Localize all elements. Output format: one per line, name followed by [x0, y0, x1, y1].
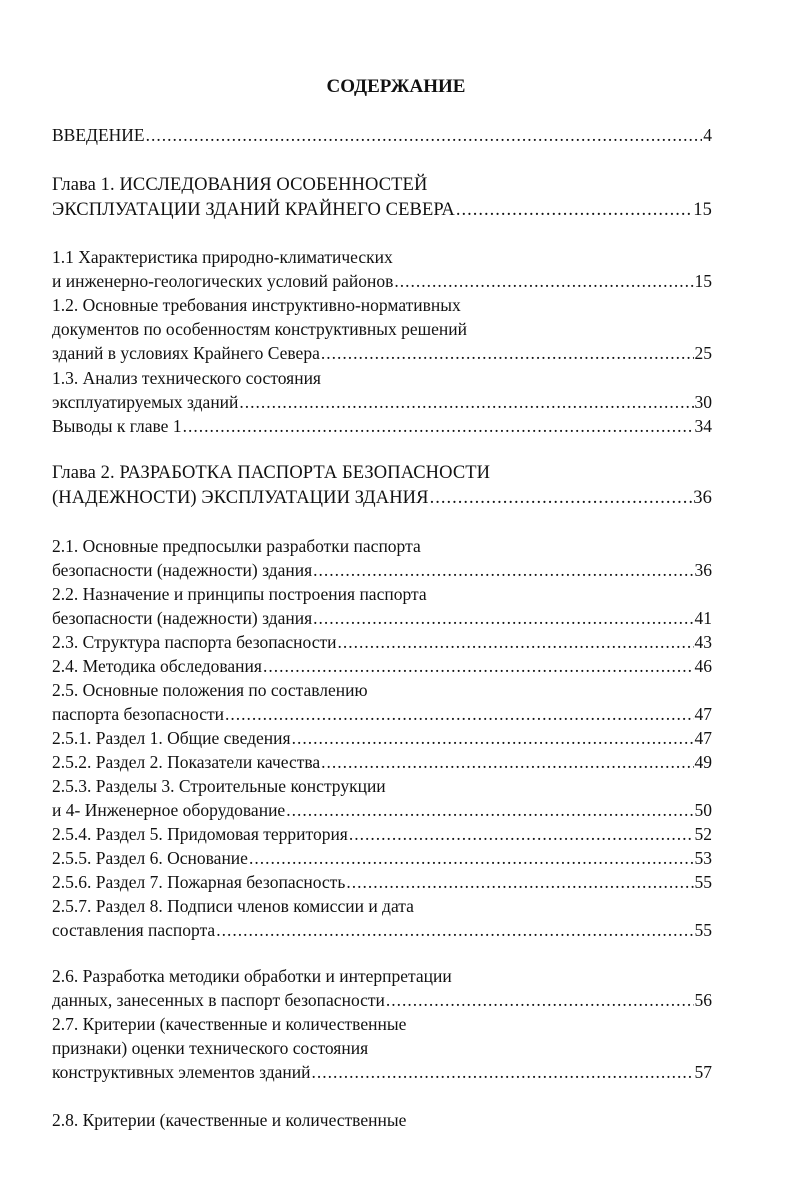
toc-leader-dots [183, 415, 694, 437]
toc-leader-dots [386, 989, 694, 1011]
toc-page-number: 55 [694, 920, 712, 940]
toc-page-number: 49 [694, 752, 712, 772]
toc-entry-2-8-line-1: 2.8. Критерии (качественные и количественные [52, 1110, 407, 1130]
toc-page-number: 47 [694, 704, 712, 724]
toc-entry-text: конструктивных элементов зданий [52, 1062, 311, 1082]
toc-entry-text: 2.5.1. Раздел 1. Общие сведения [52, 728, 291, 748]
toc-entry-conclusions-1 [52, 415, 712, 437]
toc-entry-text: эксплуатируемых зданий [52, 392, 239, 412]
toc-leader-dots [338, 631, 694, 653]
toc-leader-dots [225, 703, 694, 725]
toc-leader-dots [321, 751, 693, 773]
toc-entry-1-2-line-3 [52, 342, 712, 364]
toc-entry-1-2-line-2: документов по особенностям конструктивных решений [52, 319, 467, 339]
toc-leader-dots [249, 847, 694, 869]
toc-entry-2-5-7-line-2 [52, 919, 712, 941]
toc-entry-1-1-line-2 [52, 270, 712, 292]
toc-page-number: 47 [694, 728, 712, 748]
toc-entry-text: ЭКСПЛУАТАЦИИ ЗДАНИЙ КРАЙНЕГО СЕВЕРА [52, 200, 455, 220]
toc-page-number: 46 [694, 656, 712, 676]
toc-chapter-1-line-1: Глава 1. ИССЛЕДОВАНИЯ ОСОБЕННОСТЕЙ [52, 175, 428, 195]
toc-entry-text: (НАДЕЖНОСТИ) ЭКСПЛУАТАЦИИ ЗДАНИЯ [52, 488, 429, 508]
toc-entry-2-7-line-3 [52, 1061, 712, 1083]
toc-page-number: 36 [693, 488, 712, 508]
toc-entry-text: безопасности (надежности) здания [52, 560, 313, 580]
toc-page-number: 55 [694, 872, 712, 892]
toc-leader-dots [394, 270, 693, 292]
toc-page-number: 25 [694, 343, 712, 363]
toc-entry-2-7-line-2: признаки) оценки технического состояния [52, 1038, 369, 1058]
toc-entry-text: 2.5.4. Раздел 5. Придомовая территория [52, 824, 348, 844]
toc-leader-dots [263, 655, 694, 677]
toc-page-number: 41 [694, 608, 712, 628]
toc-entry-1-3-line-1: 1.3. Анализ технического состояния [52, 368, 321, 388]
toc-leader-dots [216, 919, 693, 941]
toc-entry-text: 2.5.5. Раздел 6. Основание [52, 848, 248, 868]
page-title: СОДЕРЖАНИЕ [326, 76, 466, 97]
toc-leader-dots [346, 871, 693, 893]
toc-entry-text: 2.5.6. Раздел 7. Пожарная безопасность [52, 872, 346, 892]
toc-entry-2-6-line-2 [52, 989, 712, 1011]
toc-entry-2-4 [52, 655, 712, 677]
toc-leader-dots [313, 607, 693, 629]
toc-entry-2-5-1 [52, 727, 712, 749]
toc-entry-2-5-line-1: 2.5. Основные положения по составлению [52, 680, 368, 700]
toc-entry-text: паспорта безопасности [52, 704, 224, 724]
toc-entry-text: ВВЕДЕНИЕ [52, 125, 145, 145]
toc-entry-2-5-6 [52, 871, 712, 893]
toc-entry-text: 2.3. Структура паспорта безопасности [52, 632, 337, 652]
toc-entry-2-5-4 [52, 823, 712, 845]
toc-entry-2-2-line-2 [52, 607, 712, 629]
toc-entry-text: и 4- Инженерное оборудование [52, 800, 286, 820]
toc-entry-introduction [52, 124, 712, 146]
toc-page-number: 15 [693, 200, 712, 220]
toc-page-number: 56 [694, 990, 712, 1010]
toc-leader-dots [321, 342, 694, 364]
toc-page-number: 43 [694, 632, 712, 652]
toc-page-number: 34 [694, 416, 712, 436]
toc-page-number: 53 [694, 848, 712, 868]
toc-entry-text: и инженерно-геологических условий районов [52, 271, 394, 291]
toc-entry-2-5-line-2 [52, 703, 712, 725]
toc-entry-text: 2.4. Методика обследования [52, 656, 262, 676]
toc-entry-2-1-line-1: 2.1. Основные предпосылки разработки паспорта [52, 536, 421, 556]
toc-leader-dots [313, 559, 693, 581]
toc-entry-1-3-line-2 [52, 391, 712, 413]
toc-entry-2-5-7-line-1: 2.5.7. Раздел 8. Подписи членов комиссии и дата [52, 896, 414, 916]
toc-page-number: 57 [694, 1062, 712, 1082]
toc-entry-text: зданий в условиях Крайнего Севера [52, 343, 320, 363]
toc-entry-text: Выводы к главе 1 [52, 416, 182, 436]
toc-entry-2-5-2 [52, 751, 712, 773]
toc-entry-text: составления паспорта [52, 920, 216, 940]
toc-entry-text: 2.5.2. Раздел 2. Показатели качества [52, 752, 321, 772]
toc-entry-2-5-3-line-2 [52, 799, 712, 821]
toc-page-number: 50 [694, 800, 712, 820]
toc-leader-dots [456, 199, 692, 221]
toc-leader-dots [286, 799, 693, 821]
toc-page-number: 30 [694, 392, 712, 412]
toc-page-number: 4 [703, 125, 712, 145]
toc-entry-2-3 [52, 631, 712, 653]
toc-leader-dots [239, 391, 693, 413]
toc-entry-1-1-line-1: 1.1 Характеристика природно-климатических [52, 247, 393, 267]
toc-leader-dots [292, 727, 694, 749]
toc-entry-2-1-line-2 [52, 559, 712, 581]
toc-leader-dots [146, 124, 703, 146]
toc-entry-text: безопасности (надежности) здания [52, 608, 313, 628]
toc-entry-2-5-3-line-1: 2.5.3. Разделы 3. Строительные конструкции [52, 776, 386, 796]
toc-chapter-1-line-2 [52, 199, 712, 221]
toc-chapter-2-line-1: Глава 2. РАЗРАБОТКА ПАСПОРТА БЕЗОПАСНОСТИ [52, 463, 491, 483]
toc-leader-dots [312, 1061, 694, 1083]
toc-entry-2-5-5 [52, 847, 712, 869]
toc-page-number: 36 [694, 560, 712, 580]
toc-entry-2-6-line-1: 2.6. Разработка методики обработки и интерпретации [52, 966, 452, 986]
toc-entry-2-7-line-1: 2.7. Критерии (качественные и количественные [52, 1014, 407, 1034]
toc-entry-text: данных, занесенных в паспорт безопасности [52, 990, 385, 1010]
toc-chapter-2-line-2 [52, 487, 712, 509]
toc-leader-dots [430, 487, 693, 509]
toc-entry-1-2-line-1: 1.2. Основные требования инструктивно-нормативных [52, 295, 461, 315]
toc-page-number: 52 [694, 824, 712, 844]
toc-page-number: 15 [694, 271, 712, 291]
toc-leader-dots [349, 823, 694, 845]
toc-entry-2-2-line-1: 2.2. Назначение и принципы построения паспорта [52, 584, 427, 604]
